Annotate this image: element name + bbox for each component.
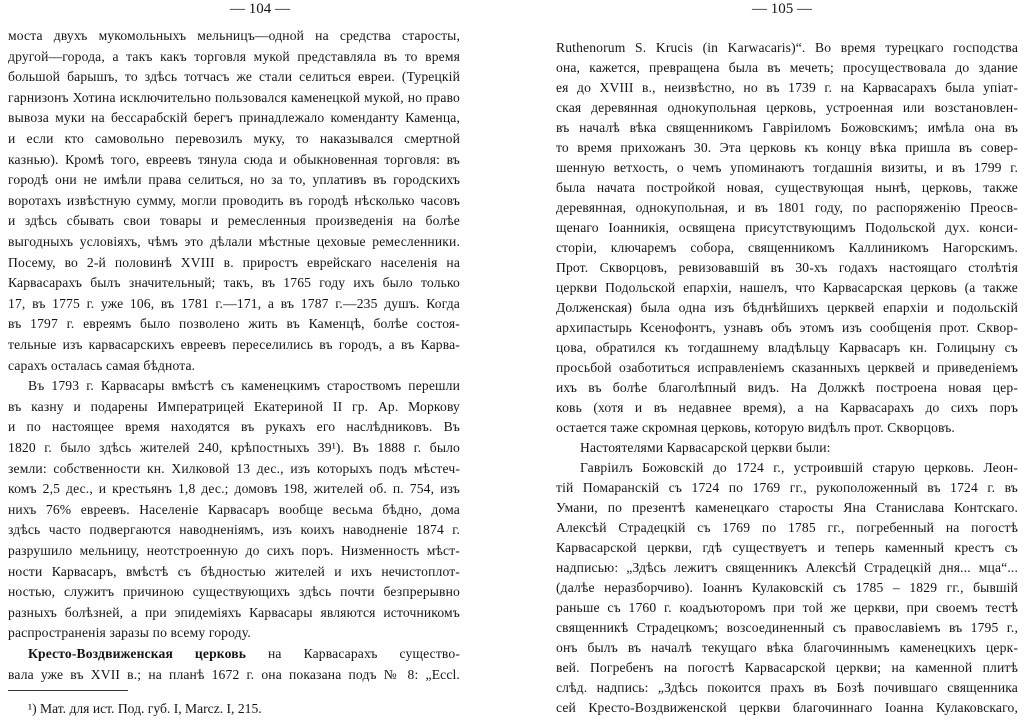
text-line: сторіи, ключаремъ собора, священникомъ Каллиникомъ Нагорскимъ. bbox=[556, 240, 1018, 255]
page-number: — 105 — bbox=[752, 1, 812, 17]
text-line: сарахъ осталась самая бѣднота. bbox=[8, 357, 196, 373]
text-line: здѣсь часто подвергаются наводненіямъ, изъ коихъ наводненіе 1874 г. bbox=[8, 522, 460, 538]
text-line: (далѣе неразборчиво). Іоаннъ Кулаковскій съ 1785 – 1829 гг., бывшій bbox=[556, 580, 1018, 595]
text-line: священникѣ Страдецкомъ; возсоединенный съ православіемъ въ 1795 г., bbox=[556, 620, 1018, 635]
text-line: и если кто самовольно перевозилъ муку, то наказывался смертной bbox=[8, 131, 460, 146]
text-line: ская деревянная однокупольная церковь, устроенная или возстановлен- bbox=[556, 100, 1018, 115]
text-line: вей. Погребенъ на погостѣ Карвасарской церкви; на каменной плитѣ bbox=[556, 660, 1018, 675]
text-line: моста двухъ мукомольныхъ мельницъ—одной на средства старосты, bbox=[8, 28, 460, 43]
text-line: ностью, служитъ причиною существующихъ здѣсь почти безпрерывно bbox=[8, 584, 460, 600]
text-line: щенаго Іоанникія, освящена присутствующимъ Подольской дух. конси- bbox=[556, 220, 1018, 235]
right-page bbox=[512, 0, 1024, 728]
text-line: Въ 1793 г. Карвасары вмѣстѣ съ каменецкимъ староствомъ перешли bbox=[28, 378, 460, 394]
text-line: цова, обратился къ тогдашнему владѣльцу Карвасаръ кн. Голицыну съ bbox=[556, 340, 1018, 355]
text-line: Карвасарской церкви, гдѣ существуетъ и теперь каменный крестъ съ bbox=[556, 540, 1018, 555]
text-line: распространенія заразы по всему городу. bbox=[8, 625, 251, 641]
text-line: Прот. Скворцовъ, ревизовавшій въ 30-хъ годахъ настоящаго столѣтія bbox=[556, 260, 1018, 275]
text-line: гарнизонъ Хотина исключительно пользовался каменецкой мукой, но право bbox=[8, 89, 460, 105]
text-line: Посему, во 2-й половинѣ XVIII в. приростъ еврейскаго населенія на bbox=[8, 254, 460, 270]
text-line: земли: собственности кн. Хилковой 13 дес., изъ которыхъ подъ мѣстеч- bbox=[8, 460, 460, 476]
section-heading: Кресто-Воздвиженская церковь bbox=[28, 646, 247, 661]
text-line: Гавріилъ Божовскій до 1724 г., устроившій старую церковь. Леон- bbox=[580, 460, 1018, 475]
text-line: большой барышъ, то здѣсь тотчасъ же стали селиться евреи. (Турецкій bbox=[8, 69, 460, 85]
page-number: — 104 — bbox=[230, 1, 290, 17]
text-line: Настоятелями Карвасарской церкви были: bbox=[580, 440, 831, 455]
text-line: шенную ветхость, о чемъ упоминаютъ тогдашнія визиты, и въ 1799 г. bbox=[556, 160, 1018, 175]
text-line: разныхъ болѣзней, а при эпидеміяхъ Карвасары являются источникомъ bbox=[8, 604, 460, 620]
footnote: ¹) Мат. для ист. Под. губ. I, Marcz. I, 215. bbox=[28, 701, 262, 716]
text-line: деревянная, однокупольная, и въ 1801 году, по распоряженію Преосв- bbox=[556, 200, 1018, 215]
text-line: воротахъ извѣстную сумму, могли проводить въ городѣ нѣсколько часовъ bbox=[8, 192, 460, 208]
text-line: комъ 2,5 дес., и крестьянъ 1,8 дес.; домовъ 198, жителей об. п. 754, изъ bbox=[8, 481, 460, 497]
text-line: въ казну и подарены Императрицей Екатериной II гр. Ар. Моркову bbox=[8, 398, 460, 414]
text-line: Карвасарахъ былъ значительный; такъ, въ 1765 году ихъ было только bbox=[8, 275, 460, 291]
text-line: просьбой озаботиться исправленіемъ сказанныхъ церквей и приведеніемъ bbox=[556, 360, 1018, 375]
text-line: слѣд. надпись: „Здѣсь покоится прахъ въ Бозѣ почившаго священника bbox=[556, 680, 1018, 695]
text-line: Умани, по презентѣ каменецкаго старосты Яна Станислава Контскаго. bbox=[556, 500, 1018, 515]
text-line: остается таже скромная церковь, которую видѣлъ прот. Скворцовъ. bbox=[556, 420, 955, 435]
text-line: то время прихожанъ 30. Эта церковь къ концу вѣка пришла въ совер- bbox=[556, 140, 1018, 155]
text-line: Кресто-Воздвиженская церковь на Карвасарахъ существо- bbox=[28, 646, 461, 661]
text-line: и здѣсь сбывать свои товары и ремесленныя произведенія на болѣе bbox=[8, 213, 460, 229]
text-line: въ 1797 г. евреямъ было позволено жить въ Каменцѣ, болѣе состоя- bbox=[8, 316, 460, 332]
text-line: городѣ они не имѣли права селиться, но за то, уплативъ въ городскихъ bbox=[8, 172, 460, 188]
text-line: она, кажется, превращена была въ мечеть; просуществовала до здание bbox=[556, 60, 1018, 75]
text-line: надписью: „Здѣсь лежитъ священникъ Алексѣй Страдецкій дня... мца“... bbox=[556, 560, 1018, 575]
text-line: казнью). Кромѣ того, евреевъ тянула сюда и обыкновенная торговля: въ bbox=[8, 151, 460, 167]
text-line: въ началѣ вѣка священникомъ Гавріиломъ Божовскимъ; имѣла она въ bbox=[556, 120, 1018, 135]
text-line: вала уже въ XVII в.; на планѣ 1672 г. она показана подъ № 8: „Eccl. bbox=[8, 666, 460, 682]
text-line: ихъ въ болѣе благолѣпный видъ. На Должкѣ построена новая цер- bbox=[556, 380, 1018, 395]
text-line: ея до XVIII в., неизвѣстно, но въ 1739 г. на Карвасарахъ была упіат- bbox=[556, 80, 1018, 95]
text-line: другой—города, а такъ какъ торговля мукой представляла въ то время bbox=[8, 48, 460, 64]
text-line: раньше съ 1760 г. коадъюторомъ при той же церкви, при своемъ тестѣ bbox=[556, 600, 1018, 615]
text-line: нихъ 76% евреевъ. Населеніе Карвасаръ вообще весьма бѣдно, дома bbox=[8, 501, 460, 517]
text-line: тій Помаранскій съ 1724 по 1769 гг., рукоположенный въ 1724 г. въ bbox=[556, 480, 1018, 495]
footnote-divider bbox=[8, 690, 128, 691]
text-line: сей Кресто-Воздвиженской церкви благочиннаго Іоанна Кулаковскаго, bbox=[556, 700, 1018, 715]
text-line: архипастырь Ксенофонтъ, узнавъ объ этомъ изъ сообщенія прот. Сквор- bbox=[556, 320, 1018, 335]
text-line: ности Карвасаръ, вмѣстѣ съ бѣдностью жителей и ихъ нечистоплот- bbox=[8, 563, 460, 579]
text-line: вывоза муки на бессарабскій берегъ принадлежало коменданту Каменца, bbox=[8, 110, 460, 126]
text-line: онъ былъ въ началѣ текущаго вѣка благочиннымъ каменецкихъ церк- bbox=[556, 640, 1018, 655]
text-line: выгодныхъ условіяхъ, чѣмъ это дѣлали мѣстные цеховые ремесленники. bbox=[8, 234, 460, 249]
text-line: разрушило мельницу, неотстроенную до сихъ поръ. Низменность мѣст- bbox=[8, 543, 460, 558]
text-line: Долженская) была одна изъ бѣднѣйшихъ церквей епархіи и подольскій bbox=[556, 300, 1018, 315]
text-line: была начата постройкой новая, существующая нынѣ, церковь, также bbox=[556, 180, 1018, 195]
text-line: 17, въ 1775 г. уже 106, въ 1781 г.—171, а въ 1787 г.—235 душъ. Когда bbox=[8, 295, 460, 311]
text-line: тельные изъ карвасарскихъ евреевъ переселились въ городъ, а въ Карва- bbox=[8, 337, 460, 352]
text-line: 1820 г. было здѣсь жителей 240, крѣпостныхъ 39¹). Въ 1888 г. было bbox=[8, 440, 460, 455]
text-line: церкви Подольской епархіи, нашелъ, что Карвасарская церковь (а также bbox=[556, 280, 1018, 295]
text-line: и по настоящее время находятся въ рукахъ его наслѣдниковъ. Въ bbox=[8, 419, 460, 435]
text-line: ковь (хотя и въ недавнее время), а на Карвасарахъ до сихъ поръ bbox=[556, 400, 1018, 415]
text-line: Ruthenorum S. Krucis (in Karwacaris)“. Во время турецкаго господства bbox=[556, 40, 1018, 55]
text-line: Алексѣй Страдецкій съ 1769 по 1785 гг., погребенный на погостѣ bbox=[556, 520, 1018, 535]
